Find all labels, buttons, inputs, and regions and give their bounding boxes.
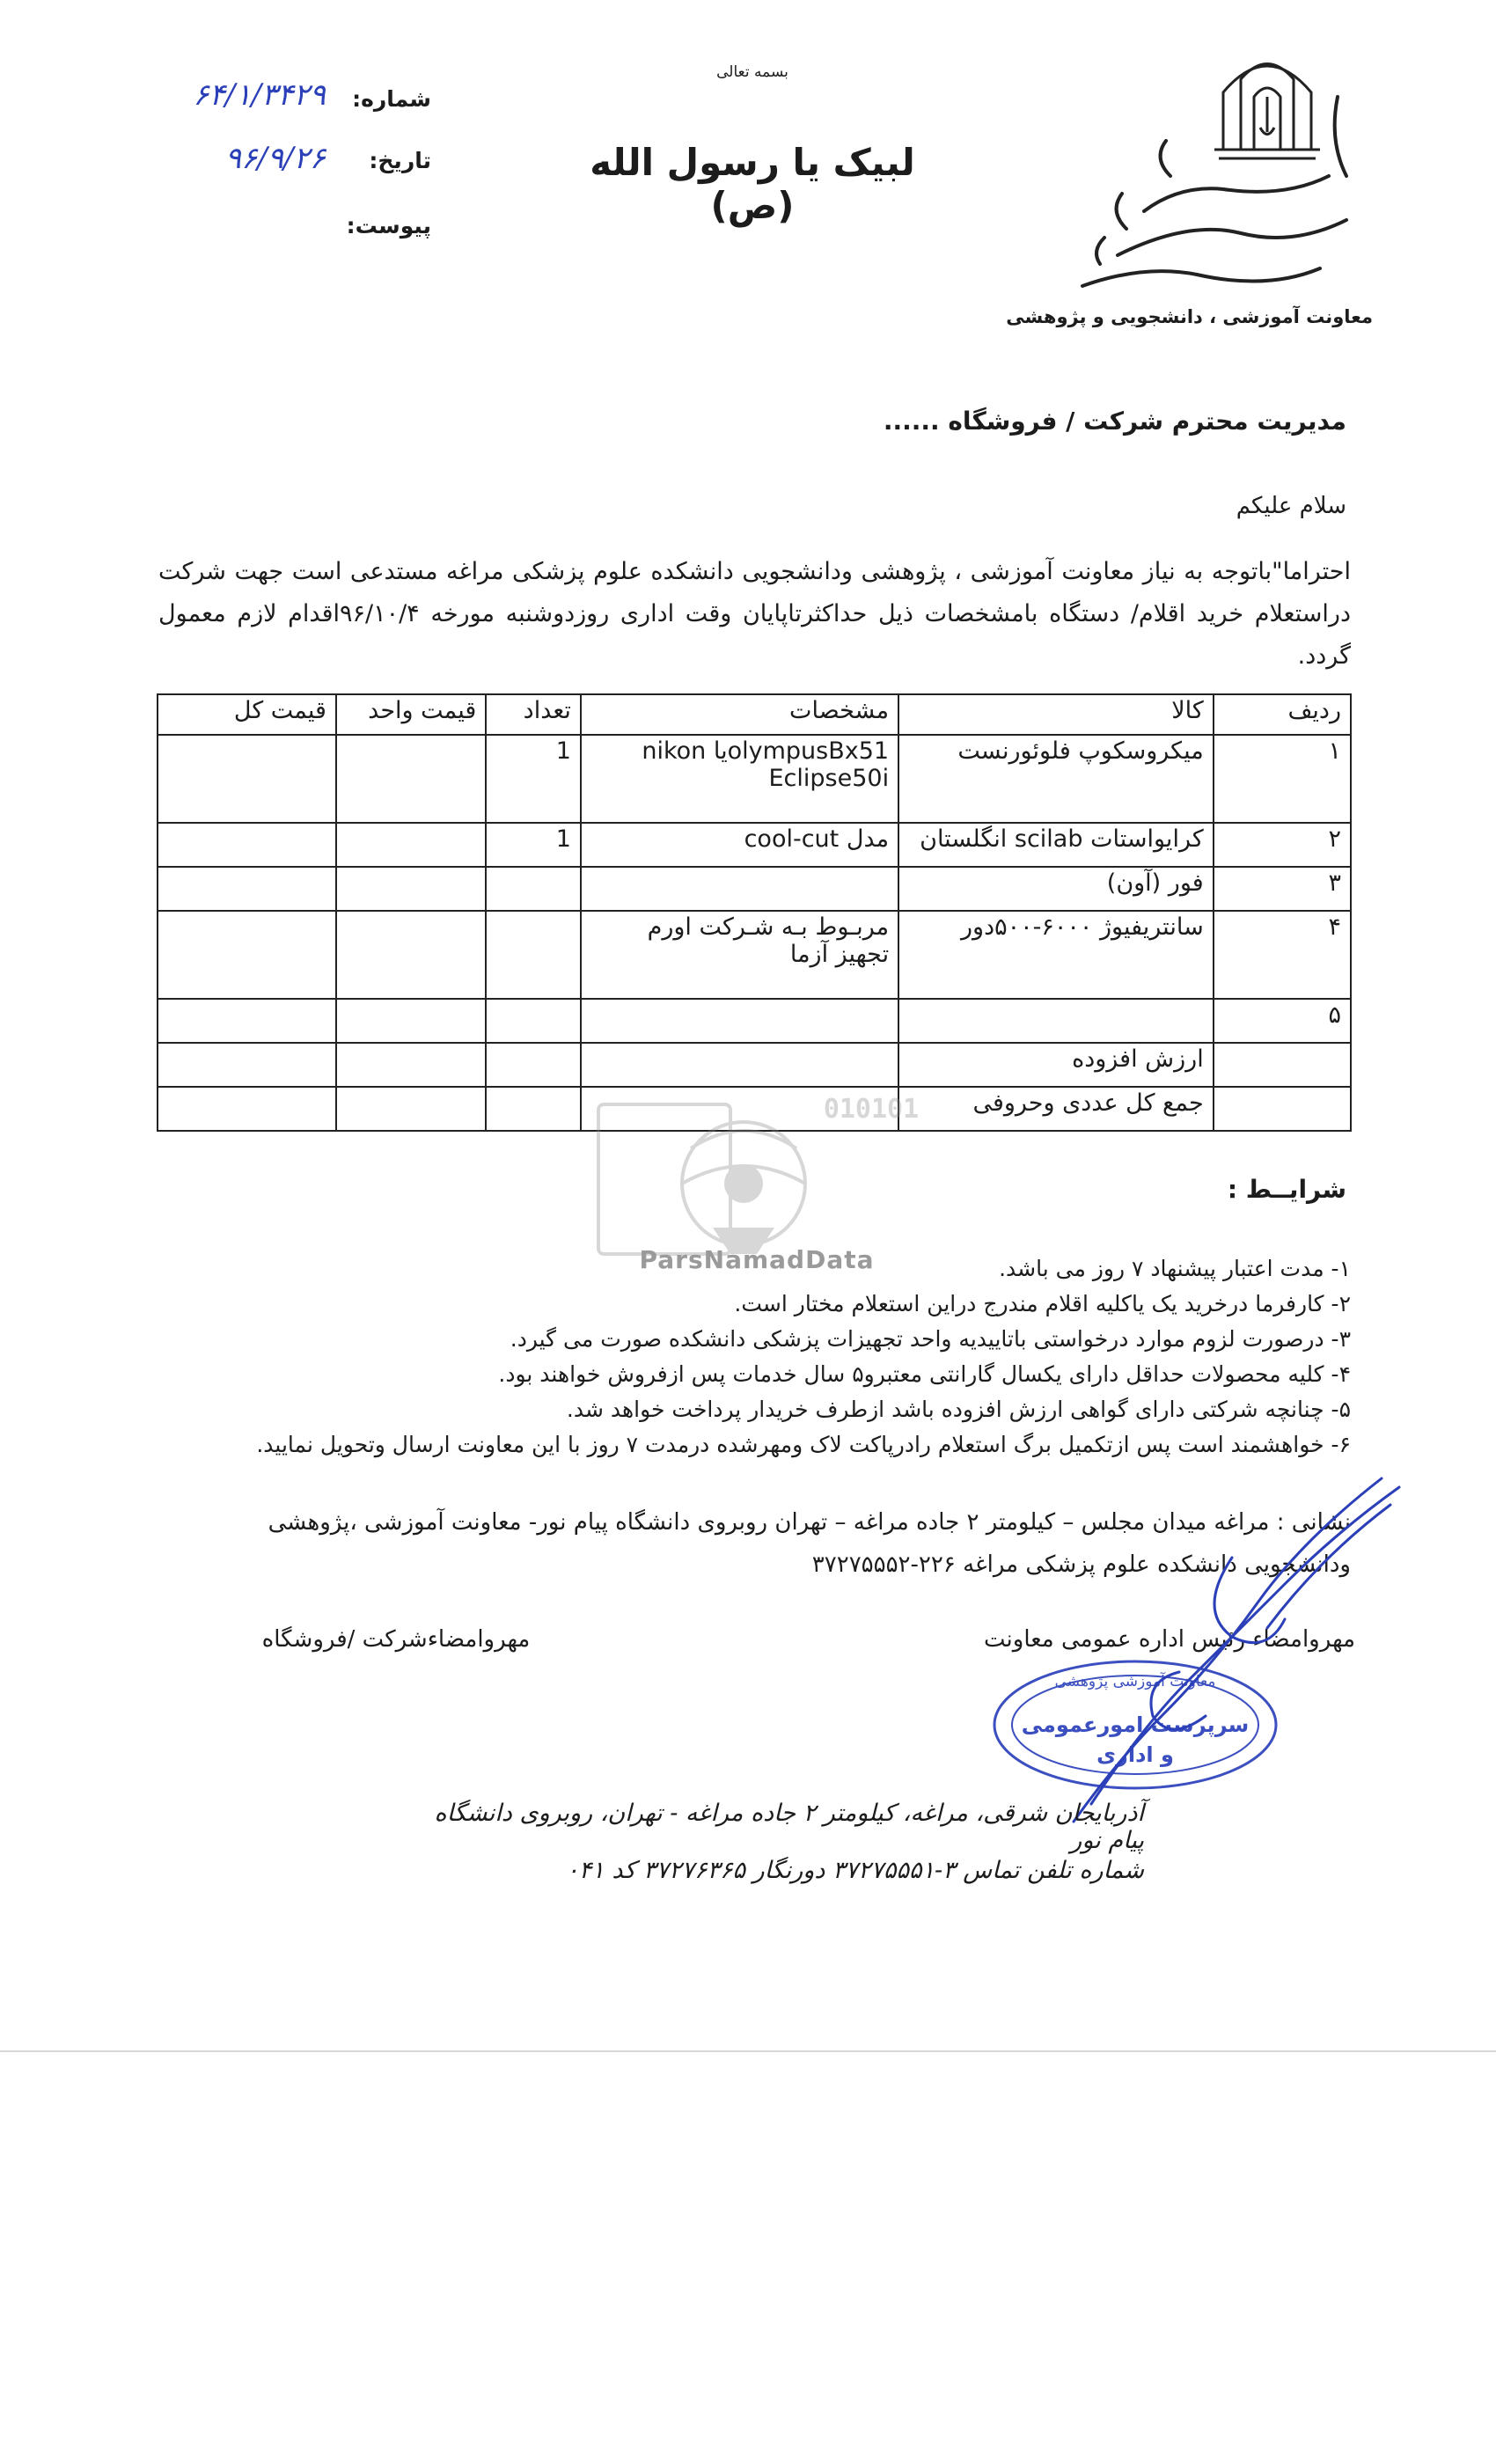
header-spec: مشخصات — [581, 694, 898, 735]
letter-body: احتراما"باتوجه به نیاز معاونت آموزشی ، پژوهشی ودانشجویی دانشکده علوم پزشکی مراغه مستدعی است جهت شرکت دراستعلام خرید اقلام/ دستگاه بامشخصات ذیل حداکثرتاپایان وقت اداری روزدوشنبه مورخه ۹۶/۱۰/۴اقدام لازم معمول گردد. — [158, 558, 1351, 670]
date-value: ۹۶/۹/۲۶ — [224, 141, 326, 176]
condition-item: ۶- خواهشمند است پس ازتکمیل برگ استعلام رادرپاکت لاک ومهرشده درمدت ۷ روز با این معاونت ارسال وتحویل نمایید. — [256, 1432, 1351, 1457]
cell-total-price — [158, 911, 336, 999]
cell-unit-price — [336, 999, 486, 1043]
condition-item: ۳- درصورت لزوم موارد درخواستی باتاییدیه واحد تجهیزات پزشکی دانشکده صورت می گیرد. — [510, 1326, 1351, 1352]
cell-item: سانتریفیوژ ۶۰۰۰-۵۰۰دور — [898, 911, 1214, 999]
header-unit-price: قیمت واحد — [336, 694, 486, 735]
handwritten-signature — [968, 1452, 1408, 1848]
cell-qty — [486, 911, 581, 999]
conditions-title: شرایــط : — [1227, 1175, 1346, 1204]
stamp-ring-text: معاونت آموزشی پژوهشی — [1054, 1673, 1216, 1690]
department-name: معاونت آموزشی ، دانشجویی و پژوهشی — [1006, 306, 1373, 327]
watermark-brand: ParsNamadData — [639, 1245, 875, 1274]
handwritten-address: آذربایجان شرقی، مراغه، کیلومتر ۲ جاده مراغه - تهران، روبروی دانشگاه پیام نور — [434, 1800, 1144, 1854]
cell-unit-price — [336, 823, 486, 867]
cell-total-price — [158, 823, 336, 867]
cell-item: میکروسکوپ فلوئورنست — [898, 735, 1214, 823]
number-label: شماره: — [352, 86, 431, 112]
basmala: بسمه تعالی — [716, 63, 788, 81]
stamp-line-1: سرپرست امورعمومی — [1021, 1712, 1250, 1737]
table-row — [158, 999, 1351, 1043]
cell-item: کرایواستات scilab انگلستان — [898, 823, 1214, 867]
condition-item: ۱- مدت اعتبار پیشنهاد ۷ روز می باشد. — [999, 1256, 1351, 1281]
cell-qty: 1 — [486, 823, 581, 867]
cell-unit-price — [336, 735, 486, 823]
cell-spec: olympusBx51یا nikon Eclipse50i — [581, 735, 898, 823]
cell-row-number: ۵ — [1214, 999, 1351, 1043]
date-label: تاریخ: — [369, 148, 431, 173]
cell-total-price — [158, 867, 336, 911]
condition-item: ۲- کارفرما درخرید یک یاکلیه اقلام مندرج دراین استعلام مختار است. — [734, 1291, 1351, 1316]
cell-row-number: ۴ — [1214, 911, 1351, 999]
cell-row-number: ۲ — [1214, 823, 1351, 867]
table-row — [158, 823, 1351, 867]
header-qty: تعداد — [486, 694, 581, 735]
items-table — [157, 693, 1352, 1132]
slogan-title: لبیک یا رسول الله (ص) — [590, 141, 915, 227]
cell-qty — [486, 999, 581, 1043]
cell-item: فور (آون) — [898, 867, 1214, 911]
cell-spec — [581, 999, 898, 1043]
attachment-label: پیوست: — [346, 213, 431, 238]
table-header-row — [158, 694, 1351, 735]
cell-unit-price — [336, 867, 486, 911]
cell-qty — [486, 867, 581, 911]
cell-row-number: ۳ — [1214, 867, 1351, 911]
cell-spec: مربـوط بـه شـرکت اورم تجهیز آزما — [581, 911, 898, 999]
table-row — [158, 911, 1351, 999]
cell-item — [898, 999, 1214, 1043]
addressee: مدیریت محترم شرکت / فروشگاه ...... — [883, 407, 1346, 436]
condition-item: ۵- چنانچه شرکتی دارای گواهی ارزش افزوده باشد ازطرف خریدار پرداخت خواهد شد. — [566, 1397, 1351, 1422]
official-signature-label: مهروامضاء رئیس اداره عمومی معاونت — [984, 1626, 1355, 1653]
cell-total-price — [158, 735, 336, 823]
header-item: کالا — [898, 694, 1214, 735]
stamp-line-2: و اداری — [1096, 1742, 1174, 1767]
cell-total-price — [158, 999, 336, 1043]
cell-unit-price — [336, 911, 486, 999]
cell-spec: مدل cool-cut — [581, 823, 898, 867]
table-row — [158, 735, 1351, 823]
table-row — [158, 867, 1351, 911]
header-total-price: قیمت کل — [158, 694, 336, 735]
address-text: نشانی : مراغه میدان مجلس – کیلومتر ۲ جاده مراغه – تهران روبروی دانشگاه پیام نور- معاونت آموزشی ،پژوهشی ودانشجویی دانشکده علوم پزشکی مراغه ۲۲۶-۳۷۲۷۵۵۵۲ — [268, 1509, 1351, 1578]
number-value: ۶۴/۱/۳۴۲۹ — [193, 77, 326, 113]
condition-item: ۴- کلیه محصولات حداقل دارای یکسال گارانتی معتبرو۵ سال خدمات پس ازفروش خواهند بود. — [498, 1361, 1351, 1387]
grand-total-label: جمع کل عددی وحروفی — [898, 1087, 1214, 1131]
conditions-list — [194, 1251, 1351, 1463]
greeting: سلام علیکم — [1236, 493, 1346, 519]
company-signature-label: مهروامضاءشرکت /فروشگاه — [261, 1626, 531, 1653]
handwritten-phone: شماره تلفن تماس ۳-۳۷۲۷۵۵۵۱ دورنگار ۳۷۲۷۶۳۶۵ کد ۰۴۱ — [566, 1857, 1144, 1884]
university-logo — [1065, 44, 1355, 308]
cell-qty: 1 — [486, 735, 581, 823]
header-row-number: ردیف — [1214, 694, 1351, 735]
cell-spec — [581, 867, 898, 911]
watermark-binary: 010101 — [823, 1094, 920, 1125]
cell-row-number: ۱ — [1214, 735, 1351, 823]
vat-label: ارزش افزوده — [898, 1043, 1214, 1087]
